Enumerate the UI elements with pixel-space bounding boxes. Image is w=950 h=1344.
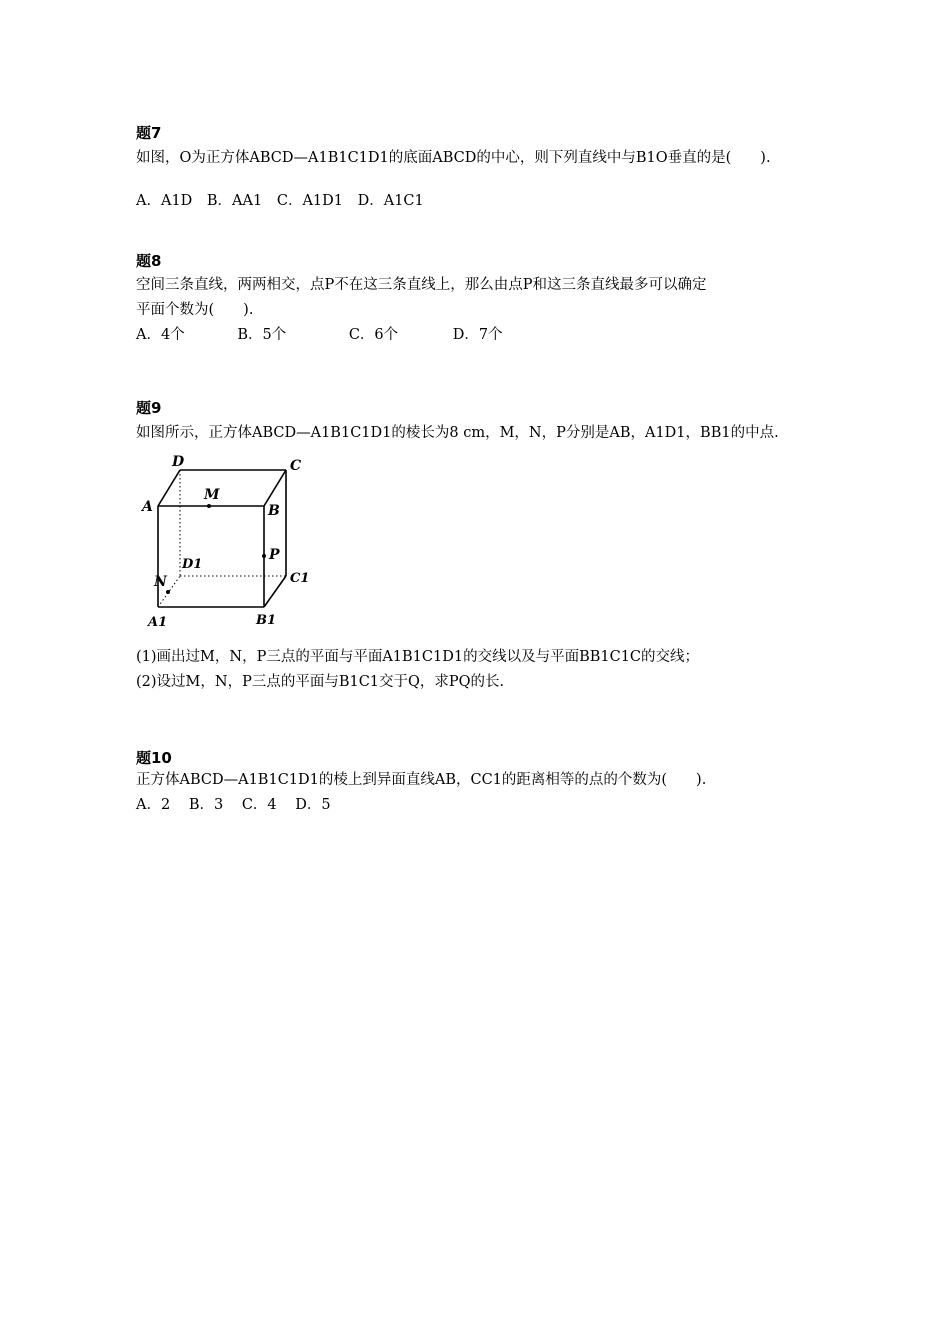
label-a1: A1	[148, 615, 168, 630]
question-7-stem-text: 如图，O为正方体ABCD—A1B1C1D1的底面ABCD的中心，则下列直线中与B1O垂直的是( ).	[136, 150, 771, 166]
question-7-stem	[136, 148, 836, 168]
question-8-option-a: A．4个	[136, 327, 185, 343]
question-9-part-1: (1)画出过M，N，P三点的平面与平面A1B1C1D1的交线以及与平面BB1C1C的交线；	[136, 649, 700, 665]
label-n: N	[154, 574, 167, 590]
question-8-line-1: 空间三条直线，两两相交，点P不在这三条直线上，那么由点P和这三条直线最多可以确定	[136, 277, 707, 293]
question-9	[136, 398, 836, 446]
label-c: C	[290, 458, 302, 474]
label-c1: C1	[290, 571, 310, 586]
edge-b1c1	[264, 576, 286, 607]
label-m: M	[204, 487, 220, 503]
point-n	[166, 590, 170, 594]
question-10-option-a: A．2	[136, 797, 171, 813]
question-7-option-a: A．A1D	[136, 193, 193, 209]
question-9-intro: 如图所示，正方体ABCD—A1B1C1D1的棱长为8 cm，M，N，P分别是AB，A1D1，BB1的中点.	[136, 425, 779, 441]
edge-ad	[158, 470, 180, 506]
question-7-options	[136, 190, 836, 212]
question-10-option-b: B．3	[188, 797, 224, 813]
question-10-option-c: C．4	[241, 797, 277, 813]
label-b1: B1	[256, 613, 277, 628]
question-8-options	[136, 323, 836, 348]
question-7	[136, 123, 836, 212]
question-10	[136, 748, 836, 818]
label-b: B	[268, 503, 280, 519]
label-p: P	[269, 547, 280, 563]
point-p	[262, 554, 266, 558]
question-8-option-b: B．5个	[237, 327, 287, 343]
question-10-options	[136, 793, 836, 818]
label-d1: D1	[182, 557, 203, 572]
edge-bc	[264, 470, 286, 506]
question-10-title: 题10	[136, 749, 172, 767]
question-8-line-2: 平面个数为( ).	[136, 302, 254, 318]
question-10-stem: 正方体ABCD—A1B1C1D1的棱上到异面直线AB，CC1的距离相等的点的个数为( ).	[136, 772, 707, 788]
question-9-part-2: (2)设过M，N，P三点的平面与B1C1交于Q，求PQ的长.	[136, 674, 505, 690]
question-8-option-d: D．7个	[452, 327, 503, 343]
cube-figure	[136, 452, 316, 634]
question-7-option-b: B．AA1	[206, 193, 263, 209]
question-10-option-d: D．5	[295, 797, 331, 813]
question-8-title: 题8	[136, 252, 162, 270]
question-7-option-c: C．A1D1	[276, 193, 343, 209]
question-7-title: 题7	[136, 124, 162, 142]
question-9-parts	[136, 645, 836, 695]
question-9-title: 题9	[136, 399, 162, 417]
label-d: D	[172, 454, 185, 470]
question-8-option-c: C．6个	[348, 327, 399, 343]
point-m	[207, 504, 211, 508]
label-a: A	[142, 499, 153, 515]
question-8	[136, 251, 836, 348]
question-7-option-d: D．A1C1	[357, 193, 424, 209]
